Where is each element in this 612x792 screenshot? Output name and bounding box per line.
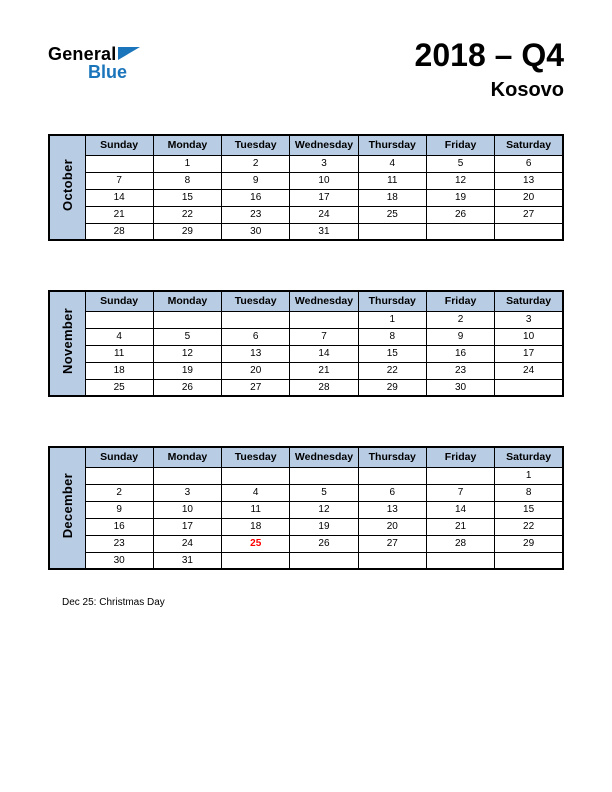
day-header-saturday: Saturday — [495, 135, 563, 155]
day-cell-november-2: 2 — [426, 311, 494, 328]
day-cell-november-7: 7 — [290, 328, 358, 345]
day-cell-october-12: 12 — [426, 172, 494, 189]
day-header-wednesday: Wednesday — [290, 447, 358, 467]
day-header-tuesday: Tuesday — [222, 447, 290, 467]
week-row — [49, 345, 563, 362]
day-cell-december-26: 26 — [290, 535, 358, 552]
day-cell-december-2: 2 — [85, 484, 153, 501]
day-cell-empty — [358, 552, 426, 569]
week-row — [49, 172, 563, 189]
logo-triangle-icon — [118, 47, 140, 60]
day-header-wednesday: Wednesday — [290, 135, 358, 155]
day-cell-december-22: 22 — [495, 518, 563, 535]
page-subtitle: Kosovo — [490, 79, 564, 102]
day-cell-empty — [85, 155, 153, 172]
month-name-text: October — [59, 159, 75, 211]
day-cell-empty — [495, 379, 563, 396]
day-cell-november-17: 17 — [495, 345, 563, 362]
day-cell-december-27: 27 — [358, 535, 426, 552]
week-row — [49, 518, 563, 535]
day-cell-october-9: 9 — [222, 172, 290, 189]
day-cell-december-6: 6 — [358, 484, 426, 501]
day-cell-october-19: 19 — [426, 189, 494, 206]
day-cell-december-17: 17 — [153, 518, 221, 535]
day-cell-empty — [426, 467, 494, 484]
day-cell-december-12: 12 — [290, 501, 358, 518]
week-row — [49, 501, 563, 518]
day-header-monday: Monday — [153, 135, 221, 155]
week-row — [49, 155, 563, 172]
day-cell-october-10: 10 — [290, 172, 358, 189]
day-cell-october-14: 14 — [85, 189, 153, 206]
day-cell-october-18: 18 — [358, 189, 426, 206]
day-header-monday: Monday — [153, 291, 221, 311]
day-cell-october-31: 31 — [290, 223, 358, 240]
day-cell-december-13: 13 — [358, 501, 426, 518]
holiday-note: Dec 25: Christmas Day — [62, 597, 165, 608]
day-cell-empty — [153, 311, 221, 328]
day-cell-october-28: 28 — [85, 223, 153, 240]
day-cell-december-10: 10 — [153, 501, 221, 518]
day-cell-empty — [495, 552, 563, 569]
day-cell-november-11: 11 — [85, 345, 153, 362]
day-cell-empty — [426, 223, 494, 240]
day-cell-december-28: 28 — [426, 535, 494, 552]
day-cell-october-7: 7 — [85, 172, 153, 189]
day-cell-october-26: 26 — [426, 206, 494, 223]
day-cell-october-29: 29 — [153, 223, 221, 240]
day-cell-december-11: 11 — [222, 501, 290, 518]
day-cell-november-5: 5 — [153, 328, 221, 345]
day-cell-december-19: 19 — [290, 518, 358, 535]
day-cell-november-23: 23 — [426, 362, 494, 379]
day-cell-october-16: 16 — [222, 189, 290, 206]
day-cell-november-28: 28 — [290, 379, 358, 396]
day-cell-november-20: 20 — [222, 362, 290, 379]
day-cell-december-23: 23 — [85, 535, 153, 552]
day-cell-november-4: 4 — [85, 328, 153, 345]
day-header-monday: Monday — [153, 447, 221, 467]
day-cell-november-30: 30 — [426, 379, 494, 396]
day-header-friday: Friday — [426, 291, 494, 311]
day-header-row — [49, 291, 563, 311]
day-cell-december-16: 16 — [85, 518, 153, 535]
month-table-november — [48, 290, 564, 397]
day-cell-october-30: 30 — [222, 223, 290, 240]
day-cell-empty — [222, 552, 290, 569]
week-row — [49, 206, 563, 223]
month-table-october — [48, 134, 564, 241]
day-header-saturday: Saturday — [495, 291, 563, 311]
day-cell-october-8: 8 — [153, 172, 221, 189]
day-cell-empty — [358, 467, 426, 484]
day-cell-empty — [85, 467, 153, 484]
day-header-thursday: Thursday — [358, 291, 426, 311]
day-cell-december-5: 5 — [290, 484, 358, 501]
day-cell-december-21: 21 — [426, 518, 494, 535]
week-row — [49, 535, 563, 552]
day-cell-november-19: 19 — [153, 362, 221, 379]
day-cell-october-13: 13 — [495, 172, 563, 189]
day-cell-october-11: 11 — [358, 172, 426, 189]
day-cell-empty — [290, 552, 358, 569]
page-title: 2018 – Q4 — [414, 37, 564, 73]
week-row — [49, 223, 563, 240]
day-cell-empty — [85, 311, 153, 328]
day-header-row — [49, 135, 563, 155]
week-row — [49, 552, 563, 569]
day-cell-december-30: 30 — [85, 552, 153, 569]
day-cell-empty — [290, 467, 358, 484]
day-cell-october-20: 20 — [495, 189, 563, 206]
day-cell-october-27: 27 — [495, 206, 563, 223]
day-cell-october-3: 3 — [290, 155, 358, 172]
week-row — [49, 362, 563, 379]
day-cell-october-23: 23 — [222, 206, 290, 223]
day-cell-november-21: 21 — [290, 362, 358, 379]
day-cell-october-22: 22 — [153, 206, 221, 223]
week-row — [49, 328, 563, 345]
day-header-tuesday: Tuesday — [222, 135, 290, 155]
day-cell-november-27: 27 — [222, 379, 290, 396]
day-header-thursday: Thursday — [358, 135, 426, 155]
day-header-sunday: Sunday — [85, 447, 153, 467]
month-label-november — [49, 291, 85, 396]
day-cell-november-25: 25 — [85, 379, 153, 396]
day-header-sunday: Sunday — [85, 291, 153, 311]
day-cell-december-9: 9 — [85, 501, 153, 518]
day-header-tuesday: Tuesday — [222, 291, 290, 311]
day-cell-december-3: 3 — [153, 484, 221, 501]
day-cell-november-26: 26 — [153, 379, 221, 396]
day-cell-empty — [358, 223, 426, 240]
month-label-october — [49, 135, 85, 240]
day-cell-november-15: 15 — [358, 345, 426, 362]
day-header-row — [49, 447, 563, 467]
page-header — [48, 38, 564, 110]
day-cell-december-1: 1 — [495, 467, 563, 484]
day-cell-december-4: 4 — [222, 484, 290, 501]
day-cell-november-3: 3 — [495, 311, 563, 328]
day-cell-december-29: 29 — [495, 535, 563, 552]
month-table-december — [48, 446, 564, 570]
week-row — [49, 379, 563, 396]
week-row — [49, 311, 563, 328]
day-header-wednesday: Wednesday — [290, 291, 358, 311]
day-cell-empty — [426, 552, 494, 569]
day-cell-november-1: 1 — [358, 311, 426, 328]
week-row — [49, 484, 563, 501]
day-cell-december-15: 15 — [495, 501, 563, 518]
day-cell-october-2: 2 — [222, 155, 290, 172]
day-cell-november-24: 24 — [495, 362, 563, 379]
day-cell-october-25: 25 — [358, 206, 426, 223]
logo-text-blue: Blue — [88, 62, 128, 82]
day-cell-empty — [290, 311, 358, 328]
month-name-text: December — [59, 472, 75, 539]
day-cell-november-13: 13 — [222, 345, 290, 362]
day-cell-october-6: 6 — [495, 155, 563, 172]
day-cell-empty — [495, 223, 563, 240]
week-row — [49, 189, 563, 206]
day-cell-december-14: 14 — [426, 501, 494, 518]
day-cell-december-7: 7 — [426, 484, 494, 501]
day-cell-empty — [222, 311, 290, 328]
day-cell-november-29: 29 — [358, 379, 426, 396]
day-cell-december-25: 25 — [222, 535, 290, 552]
day-cell-november-22: 22 — [358, 362, 426, 379]
day-cell-october-1: 1 — [153, 155, 221, 172]
day-cell-december-31: 31 — [153, 552, 221, 569]
day-cell-december-18: 18 — [222, 518, 290, 535]
day-cell-december-20: 20 — [358, 518, 426, 535]
day-header-friday: Friday — [426, 135, 494, 155]
title-block — [415, 38, 564, 102]
months-container — [48, 134, 564, 570]
general-blue-logo — [48, 38, 140, 83]
day-cell-october-17: 17 — [290, 189, 358, 206]
month-name-text: November — [59, 308, 75, 374]
day-cell-december-24: 24 — [153, 535, 221, 552]
day-cell-november-14: 14 — [290, 345, 358, 362]
month-label-december — [49, 447, 85, 569]
day-cell-october-4: 4 — [358, 155, 426, 172]
day-cell-october-24: 24 — [290, 206, 358, 223]
day-cell-november-9: 9 — [426, 328, 494, 345]
day-cell-november-10: 10 — [495, 328, 563, 345]
day-cell-november-12: 12 — [153, 345, 221, 362]
day-cell-november-8: 8 — [358, 328, 426, 345]
day-cell-october-21: 21 — [85, 206, 153, 223]
logo-text-general: General — [48, 44, 117, 64]
day-header-saturday: Saturday — [495, 447, 563, 467]
day-cell-november-16: 16 — [426, 345, 494, 362]
day-cell-october-15: 15 — [153, 189, 221, 206]
day-cell-december-8: 8 — [495, 484, 563, 501]
day-cell-october-5: 5 — [426, 155, 494, 172]
day-cell-november-18: 18 — [85, 362, 153, 379]
week-row — [49, 467, 563, 484]
day-header-sunday: Sunday — [85, 135, 153, 155]
day-header-friday: Friday — [426, 447, 494, 467]
day-cell-empty — [153, 467, 221, 484]
day-cell-november-6: 6 — [222, 328, 290, 345]
day-cell-empty — [222, 467, 290, 484]
day-header-thursday: Thursday — [358, 447, 426, 467]
